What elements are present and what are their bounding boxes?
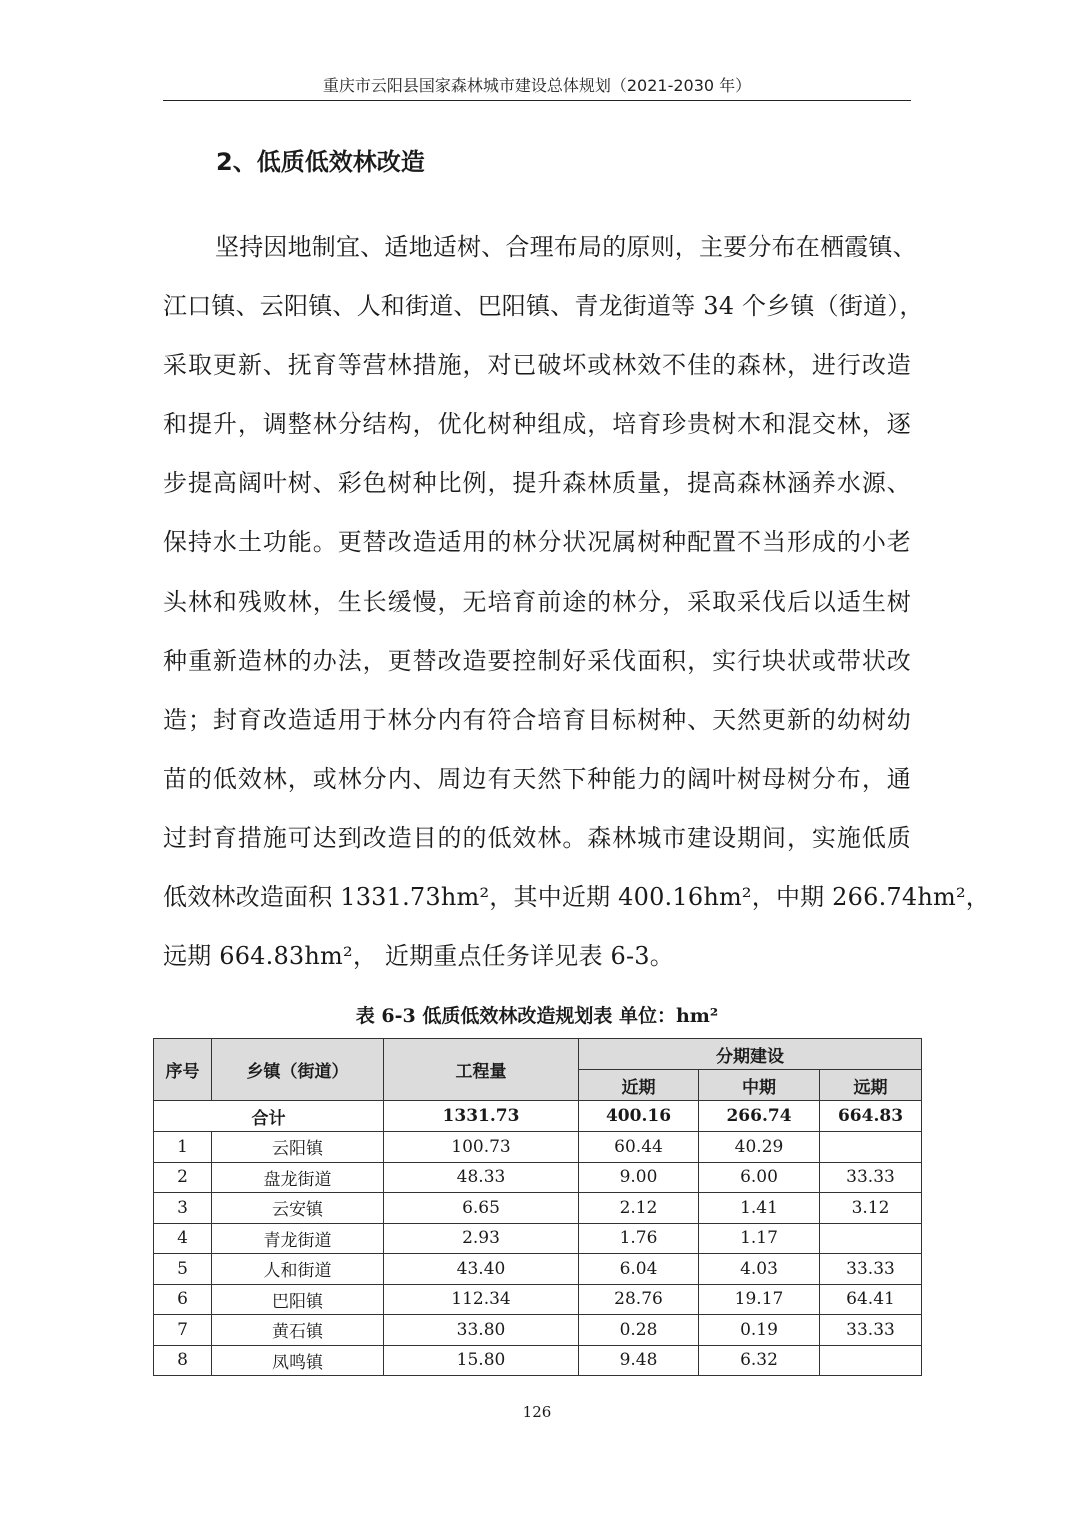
section-heading: 2、低质低效林改造: [216, 148, 425, 176]
cell-mid: 4.03: [699, 1254, 820, 1285]
header-rule: [163, 100, 911, 101]
cell-near: 28.76: [579, 1284, 699, 1315]
total-near: 400.16: [579, 1101, 699, 1132]
cell-mid: 40.29: [699, 1132, 820, 1163]
cell-amount: 43.40: [384, 1254, 579, 1285]
cell-town: 巴阳镇: [212, 1284, 384, 1315]
header-near: 近期: [579, 1070, 699, 1101]
header-no: 序号: [154, 1039, 212, 1101]
header-mid: 中期: [699, 1070, 820, 1101]
cell-far: 33.33: [820, 1315, 922, 1346]
cell-near: 0.28: [579, 1315, 699, 1346]
cell-far: [820, 1345, 922, 1376]
paragraph-line: 造；封育改造适用于林分内有符合培育目标树种、天然更新的幼树幼: [163, 705, 911, 734]
cell-town: 云阳镇: [212, 1132, 384, 1163]
header-amount: 工程量: [384, 1039, 579, 1101]
paragraph-line: 坚持因地制宜、适地适树、合理布局的原则，主要分布在栖霞镇、: [215, 233, 917, 261]
cell-near: 6.04: [579, 1254, 699, 1285]
cell-town: 盘龙街道: [212, 1162, 384, 1193]
table-row: [154, 1254, 922, 1285]
total-label: 合计: [154, 1101, 384, 1132]
paragraph-line: 远期 664.83hm²， 近期重点任务详见表 6-3。: [163, 942, 674, 971]
cell-no: 4: [154, 1223, 212, 1254]
cell-town: 凤鸣镇: [212, 1345, 384, 1376]
cell-no: 8: [154, 1345, 212, 1376]
cell-amount: 33.80: [384, 1315, 579, 1346]
cell-mid: 1.41: [699, 1193, 820, 1224]
cell-amount: 2.93: [384, 1223, 579, 1254]
table-row: [154, 1193, 922, 1224]
cell-no: 5: [154, 1254, 212, 1285]
table-row: [154, 1315, 922, 1346]
cell-town: 人和街道: [212, 1254, 384, 1285]
cell-amount: 112.34: [384, 1284, 579, 1315]
paragraph-line: 种重新造林的办法，更替改造要控制好采伐面积，实行块状或带状改: [163, 646, 911, 675]
table-caption: 表 6-3 低质低效林改造规划表 单位：hm²: [355, 1005, 719, 1027]
cell-near: 60.44: [579, 1132, 699, 1163]
table-row: [154, 1132, 922, 1163]
cell-far: [820, 1223, 922, 1254]
total-row: [154, 1101, 922, 1132]
total-far: 664.83: [820, 1101, 922, 1132]
header-town: 乡镇（街道）: [212, 1039, 384, 1101]
cell-near: 9.48: [579, 1345, 699, 1376]
table-row: [154, 1162, 922, 1193]
header-far: 远期: [820, 1070, 922, 1101]
page-header-title: 重庆市云阳县国家森林城市建设总体规划（2021-2030 年）: [322, 76, 752, 95]
cell-no: 6: [154, 1284, 212, 1315]
cell-no: 3: [154, 1193, 212, 1224]
cell-mid: 6.32: [699, 1345, 820, 1376]
cell-mid: 6.00: [699, 1162, 820, 1193]
table-row: [154, 1345, 922, 1376]
cell-town: 青龙街道: [212, 1223, 384, 1254]
cell-far: [820, 1132, 922, 1163]
paragraph-line: 江口镇、云阳镇、人和街道、巴阳镇、青龙街道等 34 个乡镇（街道），: [163, 292, 924, 321]
paragraph-line: 低效林改造面积 1331.73hm²，其中近期 400.16hm²，中期 266.74hm²，: [163, 883, 990, 912]
cell-far: 3.12: [820, 1193, 922, 1224]
cell-amount: 15.80: [384, 1345, 579, 1376]
cell-mid: 0.19: [699, 1315, 820, 1346]
cell-no: 7: [154, 1315, 212, 1346]
paragraph-line: 和提升，调整林分结构，优化树种组成，培育珍贵树木和混交林，逐: [163, 410, 911, 439]
total-amount: 1331.73: [384, 1101, 579, 1132]
cell-amount: 6.65: [384, 1193, 579, 1224]
cell-no: 1: [154, 1132, 212, 1163]
paragraph-line: 步提高阔叶树、彩色树种比例，提升森林质量，提高森林涵养水源、: [163, 469, 911, 498]
cell-far: 33.33: [820, 1254, 922, 1285]
cell-far: 64.41: [820, 1284, 922, 1315]
cell-far: 33.33: [820, 1162, 922, 1193]
cell-town: 黄石镇: [212, 1315, 384, 1346]
paragraph-line: 过封育措施可达到改造目的的低效林。森林城市建设期间，实施低质: [163, 823, 911, 852]
cell-mid: 1.17: [699, 1223, 820, 1254]
cell-amount: 48.33: [384, 1162, 579, 1193]
cell-near: 9.00: [579, 1162, 699, 1193]
page-number: 126: [522, 1403, 552, 1421]
body-paragraph: [163, 218, 990, 986]
cell-mid: 19.17: [699, 1284, 820, 1315]
total-mid: 266.74: [699, 1101, 820, 1132]
paragraph-line: 保持水土功能。更替改造适用的林分状况属树种配置不当形成的小老: [163, 528, 911, 557]
plan-table: [153, 1038, 922, 1376]
header-phase: 分期建设: [579, 1039, 922, 1070]
cell-amount: 100.73: [384, 1132, 579, 1163]
paragraph-line: 头林和残败林，生长缓慢，无培育前途的林分，采取采伐后以适生树: [163, 587, 911, 616]
cell-near: 1.76: [579, 1223, 699, 1254]
cell-town: 云安镇: [212, 1193, 384, 1224]
table-row: [154, 1284, 922, 1315]
paragraph-line: 苗的低效林，或林分内、周边有天然下种能力的阔叶树母树分布，通: [163, 764, 911, 793]
cell-no: 2: [154, 1162, 212, 1193]
table-row: [154, 1223, 922, 1254]
paragraph-line: 采取更新、抚育等营林措施，对已破坏或林效不佳的森林，进行改造: [163, 351, 911, 380]
cell-near: 2.12: [579, 1193, 699, 1224]
